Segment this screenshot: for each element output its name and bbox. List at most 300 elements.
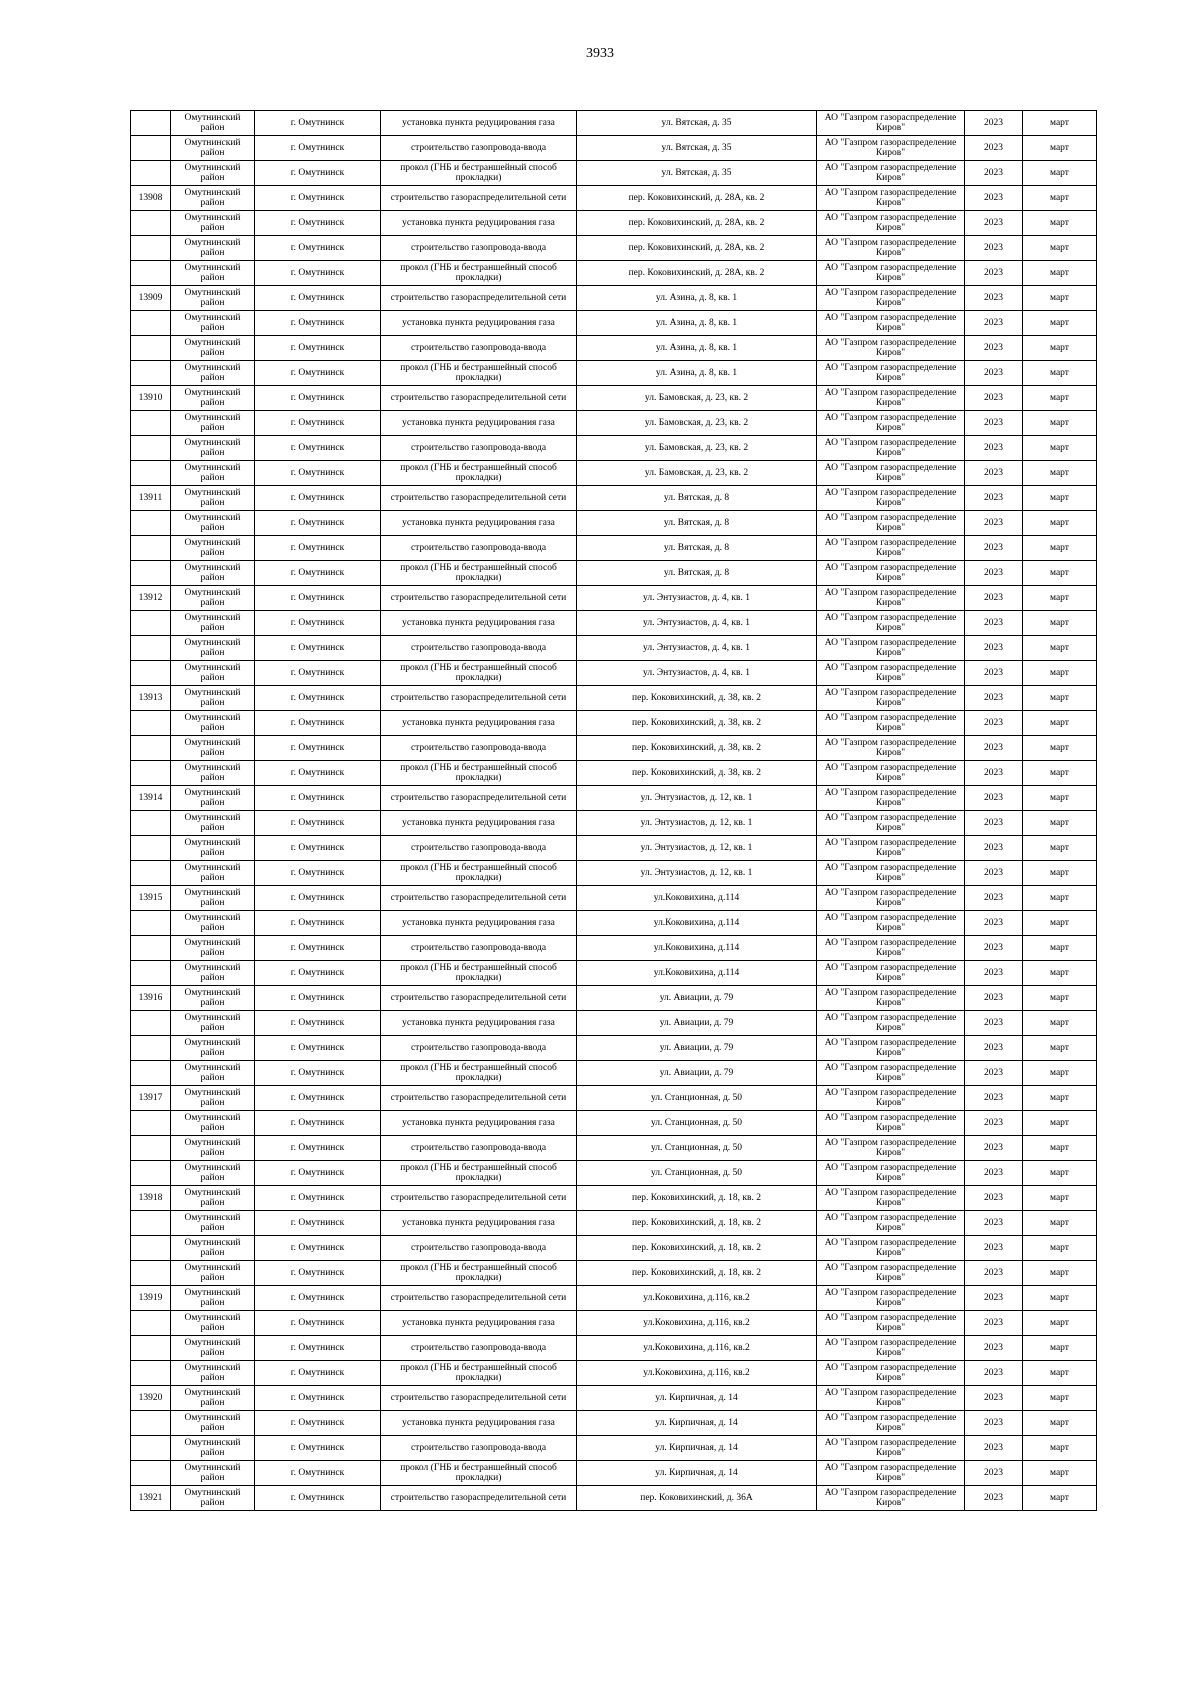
work-type-cell: строительство газораспределительной сети <box>381 686 577 711</box>
district-cell: Омутнинский район <box>171 186 255 211</box>
row-number-cell: 13919 <box>131 1286 171 1311</box>
year-cell: 2023 <box>965 611 1023 636</box>
year-cell: 2023 <box>965 136 1023 161</box>
table-row <box>131 386 1097 411</box>
address-cell: пер. Коковихинский, д. 28А, кв. 2 <box>577 211 817 236</box>
month-cell: март <box>1023 1286 1097 1311</box>
address-cell: ул. Авиации, д. 79 <box>577 1036 817 1061</box>
month-cell: март <box>1023 411 1097 436</box>
address-cell: пер. Коковихинский, д. 38, кв. 2 <box>577 736 817 761</box>
address-cell: ул.Коковихина, д.116, кв.2 <box>577 1361 817 1386</box>
address-cell: ул. Вятская, д. 8 <box>577 561 817 586</box>
address-cell: пер. Коковихинский, д. 28А, кв. 2 <box>577 261 817 286</box>
organization-cell: АО "Газпром газораспределение Киров" <box>817 886 965 911</box>
row-number-cell <box>131 836 171 861</box>
organization-cell: АО "Газпром газораспределение Киров" <box>817 1461 965 1486</box>
row-number-cell <box>131 861 171 886</box>
address-cell: ул.Коковихина, д.114 <box>577 961 817 986</box>
district-cell: Омутнинский район <box>171 1336 255 1361</box>
address-cell: ул. Кирпичная, д. 14 <box>577 1411 817 1436</box>
table-row <box>131 436 1097 461</box>
organization-cell: АО "Газпром газораспределение Киров" <box>817 1111 965 1136</box>
year-cell: 2023 <box>965 261 1023 286</box>
district-cell: Омутнинский район <box>171 1086 255 1111</box>
row-number-cell <box>131 236 171 261</box>
address-cell: ул. Станционная, д. 50 <box>577 1161 817 1186</box>
table-row <box>131 786 1097 811</box>
organization-cell: АО "Газпром газораспределение Киров" <box>817 561 965 586</box>
month-cell: март <box>1023 661 1097 686</box>
district-cell: Омутнинский район <box>171 961 255 986</box>
address-cell: ул.Коковихина, д.116, кв.2 <box>577 1286 817 1311</box>
row-number-cell <box>131 211 171 236</box>
district-cell: Омутнинский район <box>171 1486 255 1511</box>
organization-cell: АО "Газпром газораспределение Киров" <box>817 511 965 536</box>
year-cell: 2023 <box>965 986 1023 1011</box>
month-cell: март <box>1023 886 1097 911</box>
district-cell: Омутнинский район <box>171 336 255 361</box>
month-cell: март <box>1023 211 1097 236</box>
city-cell: г. Омутнинск <box>255 611 381 636</box>
work-type-cell: строительство газораспределительной сети <box>381 1286 577 1311</box>
work-type-cell: строительство газораспределительной сети <box>381 1486 577 1511</box>
district-cell: Омутнинский район <box>171 1111 255 1136</box>
district-cell: Омутнинский район <box>171 411 255 436</box>
city-cell: г. Омутнинск <box>255 311 381 336</box>
organization-cell: АО "Газпром газораспределение Киров" <box>817 411 965 436</box>
work-type-cell: установка пункта редуцирования газа <box>381 1011 577 1036</box>
address-cell: пер. Коковихинский, д. 18, кв. 2 <box>577 1211 817 1236</box>
district-cell: Омутнинский район <box>171 1361 255 1386</box>
organization-cell: АО "Газпром газораспределение Киров" <box>817 1136 965 1161</box>
district-cell: Омутнинский район <box>171 936 255 961</box>
district-cell: Омутнинский район <box>171 436 255 461</box>
city-cell: г. Омутнинск <box>255 1161 381 1186</box>
table-row <box>131 261 1097 286</box>
table-row <box>131 1361 1097 1386</box>
month-cell: март <box>1023 286 1097 311</box>
city-cell: г. Омутнинск <box>255 936 381 961</box>
address-cell: ул. Авиации, д. 79 <box>577 1011 817 1036</box>
organization-cell: АО "Газпром газораспределение Киров" <box>817 736 965 761</box>
organization-cell: АО "Газпром газораспределение Киров" <box>817 1011 965 1036</box>
city-cell: г. Омутнинск <box>255 1411 381 1436</box>
city-cell: г. Омутнинск <box>255 436 381 461</box>
city-cell: г. Омутнинск <box>255 111 381 136</box>
city-cell: г. Омутнинск <box>255 1211 381 1236</box>
year-cell: 2023 <box>965 536 1023 561</box>
district-cell: Омутнинский район <box>171 1161 255 1186</box>
year-cell: 2023 <box>965 361 1023 386</box>
organization-cell: АО "Газпром газораспределение Киров" <box>817 711 965 736</box>
table-row <box>131 836 1097 861</box>
row-number-cell <box>131 1236 171 1261</box>
table-body <box>131 111 1097 1511</box>
district-cell: Омутнинский район <box>171 1236 255 1261</box>
work-type-cell: прокол (ГНБ и бестраншейный способ прокладки) <box>381 1261 577 1286</box>
month-cell: март <box>1023 1011 1097 1036</box>
city-cell: г. Омутнинск <box>255 411 381 436</box>
address-cell: пер. Коковихинский, д. 18, кв. 2 <box>577 1261 817 1286</box>
address-cell: пер. Коковихинский, д. 38, кв. 2 <box>577 761 817 786</box>
city-cell: г. Омутнинск <box>255 136 381 161</box>
city-cell: г. Омутнинск <box>255 1036 381 1061</box>
table-row <box>131 611 1097 636</box>
month-cell: март <box>1023 1111 1097 1136</box>
city-cell: г. Омутнинск <box>255 186 381 211</box>
city-cell: г. Омутнинск <box>255 886 381 911</box>
year-cell: 2023 <box>965 1136 1023 1161</box>
address-cell: ул.Коковихина, д.116, кв.2 <box>577 1336 817 1361</box>
work-type-cell: строительство газопровода-ввода <box>381 736 577 761</box>
organization-cell: АО "Газпром газораспределение Киров" <box>817 1161 965 1186</box>
work-type-cell: прокол (ГНБ и бестраншейный способ прокладки) <box>381 1161 577 1186</box>
month-cell: март <box>1023 711 1097 736</box>
address-cell: ул. Кирпичная, д. 14 <box>577 1461 817 1486</box>
year-cell: 2023 <box>965 161 1023 186</box>
city-cell: г. Омутнинск <box>255 1061 381 1086</box>
work-type-cell: строительство газопровода-ввода <box>381 836 577 861</box>
city-cell: г. Омутнинск <box>255 286 381 311</box>
month-cell: март <box>1023 536 1097 561</box>
district-cell: Омутнинский район <box>171 1061 255 1086</box>
organization-cell: АО "Газпром газораспределение Киров" <box>817 636 965 661</box>
work-type-cell: строительство газораспределительной сети <box>381 186 577 211</box>
district-cell: Омутнинский район <box>171 861 255 886</box>
city-cell: г. Омутнинск <box>255 1461 381 1486</box>
address-cell: пер. Коковихинский, д. 38, кв. 2 <box>577 711 817 736</box>
organization-cell: АО "Газпром газораспределение Киров" <box>817 161 965 186</box>
month-cell: март <box>1023 136 1097 161</box>
district-cell: Омутнинский район <box>171 1261 255 1286</box>
district-cell: Омутнинский район <box>171 761 255 786</box>
organization-cell: АО "Газпром газораспределение Киров" <box>817 1361 965 1386</box>
organization-cell: АО "Газпром газораспределение Киров" <box>817 1286 965 1311</box>
row-number-cell <box>131 536 171 561</box>
organization-cell: АО "Газпром газораспределение Киров" <box>817 961 965 986</box>
month-cell: март <box>1023 1061 1097 1086</box>
table-row <box>131 1236 1097 1261</box>
city-cell: г. Омутнинск <box>255 1361 381 1386</box>
year-cell: 2023 <box>965 911 1023 936</box>
city-cell: г. Омутнинск <box>255 986 381 1011</box>
work-type-cell: установка пункта редуцирования газа <box>381 811 577 836</box>
work-type-cell: строительство газопровода-ввода <box>381 1036 577 1061</box>
month-cell: март <box>1023 1161 1097 1186</box>
month-cell: март <box>1023 686 1097 711</box>
month-cell: март <box>1023 336 1097 361</box>
table-row <box>131 1436 1097 1461</box>
year-cell: 2023 <box>965 1386 1023 1411</box>
work-type-cell: строительство газораспределительной сети <box>381 1086 577 1111</box>
row-number-cell: 13910 <box>131 386 171 411</box>
month-cell: март <box>1023 1411 1097 1436</box>
row-number-cell <box>131 361 171 386</box>
district-cell: Омутнинский район <box>171 661 255 686</box>
year-cell: 2023 <box>965 236 1023 261</box>
district-cell: Омутнинский район <box>171 161 255 186</box>
year-cell: 2023 <box>965 636 1023 661</box>
district-cell: Омутнинский район <box>171 361 255 386</box>
district-cell: Омутнинский район <box>171 586 255 611</box>
month-cell: март <box>1023 186 1097 211</box>
table-row <box>131 136 1097 161</box>
row-number-cell <box>131 1161 171 1186</box>
table-row <box>131 311 1097 336</box>
table-row <box>131 236 1097 261</box>
work-type-cell: строительство газопровода-ввода <box>381 336 577 361</box>
city-cell: г. Омутнинск <box>255 1111 381 1136</box>
row-number-cell <box>131 961 171 986</box>
row-number-cell <box>131 1336 171 1361</box>
month-cell: март <box>1023 936 1097 961</box>
district-cell: Омутнинский район <box>171 686 255 711</box>
organization-cell: АО "Газпром газораспределение Киров" <box>817 1436 965 1461</box>
work-type-cell: установка пункта редуцирования газа <box>381 411 577 436</box>
month-cell: март <box>1023 1461 1097 1486</box>
work-type-cell: прокол (ГНБ и бестраншейный способ прокладки) <box>381 361 577 386</box>
city-cell: г. Омутнинск <box>255 211 381 236</box>
city-cell: г. Омутнинск <box>255 561 381 586</box>
table-row <box>131 586 1097 611</box>
city-cell: г. Омутнинск <box>255 1011 381 1036</box>
address-cell: ул. Вятская, д. 35 <box>577 111 817 136</box>
organization-cell: АО "Газпром газораспределение Киров" <box>817 1061 965 1086</box>
organization-cell: АО "Газпром газораспределение Киров" <box>817 536 965 561</box>
month-cell: март <box>1023 1261 1097 1286</box>
city-cell: г. Омутнинск <box>255 636 381 661</box>
address-cell: ул. Кирпичная, д. 14 <box>577 1386 817 1411</box>
row-number-cell <box>131 111 171 136</box>
table-row <box>131 961 1097 986</box>
district-cell: Омутнинский район <box>171 786 255 811</box>
address-cell: ул. Вятская, д. 8 <box>577 536 817 561</box>
month-cell: март <box>1023 261 1097 286</box>
city-cell: г. Омутнинск <box>255 1336 381 1361</box>
district-cell: Омутнинский район <box>171 111 255 136</box>
table-row <box>131 1061 1097 1086</box>
district-cell: Омутнинский район <box>171 236 255 261</box>
district-cell: Омутнинский район <box>171 1386 255 1411</box>
work-type-cell: строительство газопровода-ввода <box>381 236 577 261</box>
work-type-cell: строительство газопровода-ввода <box>381 436 577 461</box>
gasification-table <box>130 110 1097 1511</box>
organization-cell: АО "Газпром газораспределение Киров" <box>817 211 965 236</box>
address-cell: ул. Станционная, д. 50 <box>577 1111 817 1136</box>
row-number-cell <box>131 261 171 286</box>
table-row <box>131 211 1097 236</box>
table-row <box>131 1286 1097 1311</box>
address-cell: ул. Энтузиастов, д. 12, кв. 1 <box>577 811 817 836</box>
month-cell: март <box>1023 911 1097 936</box>
work-type-cell: строительство газораспределительной сети <box>381 586 577 611</box>
work-type-cell: установка пункта редуцирования газа <box>381 1111 577 1136</box>
year-cell: 2023 <box>965 436 1023 461</box>
organization-cell: АО "Газпром газораспределение Киров" <box>817 286 965 311</box>
address-cell: ул. Вятская, д. 35 <box>577 136 817 161</box>
address-cell: ул.Коковихина, д.114 <box>577 911 817 936</box>
year-cell: 2023 <box>965 1061 1023 1086</box>
district-cell: Омутнинский район <box>171 136 255 161</box>
row-number-cell: 13909 <box>131 286 171 311</box>
month-cell: март <box>1023 811 1097 836</box>
month-cell: март <box>1023 386 1097 411</box>
month-cell: март <box>1023 236 1097 261</box>
year-cell: 2023 <box>965 486 1023 511</box>
month-cell: март <box>1023 1436 1097 1461</box>
address-cell: ул. Станционная, д. 50 <box>577 1086 817 1111</box>
table-row <box>131 861 1097 886</box>
organization-cell: АО "Газпром газораспределение Киров" <box>817 136 965 161</box>
address-cell: ул.Коковихина, д.114 <box>577 936 817 961</box>
city-cell: г. Омутнинск <box>255 361 381 386</box>
organization-cell: АО "Газпром газораспределение Киров" <box>817 911 965 936</box>
row-number-cell <box>131 136 171 161</box>
district-cell: Омутнинский район <box>171 1436 255 1461</box>
table-row <box>131 1011 1097 1036</box>
year-cell: 2023 <box>965 686 1023 711</box>
month-cell: март <box>1023 1236 1097 1261</box>
work-type-cell: прокол (ГНБ и бестраншейный способ прокладки) <box>381 1061 577 1086</box>
organization-cell: АО "Газпром газораспределение Киров" <box>817 1086 965 1111</box>
month-cell: март <box>1023 1486 1097 1511</box>
work-type-cell: строительство газораспределительной сети <box>381 786 577 811</box>
month-cell: март <box>1023 636 1097 661</box>
work-type-cell: прокол (ГНБ и бестраншейный способ прокладки) <box>381 961 577 986</box>
year-cell: 2023 <box>965 1011 1023 1036</box>
district-cell: Омутнинский район <box>171 1211 255 1236</box>
organization-cell: АО "Газпром газораспределение Киров" <box>817 1411 965 1436</box>
row-number-cell: 13912 <box>131 586 171 611</box>
month-cell: март <box>1023 461 1097 486</box>
row-number-cell <box>131 1061 171 1086</box>
year-cell: 2023 <box>965 1211 1023 1236</box>
address-cell: ул. Авиации, д. 79 <box>577 1061 817 1086</box>
work-type-cell: прокол (ГНБ и бестраншейный способ прокладки) <box>381 161 577 186</box>
organization-cell: АО "Газпром газораспределение Киров" <box>817 111 965 136</box>
table-row <box>131 1211 1097 1236</box>
year-cell: 2023 <box>965 1336 1023 1361</box>
month-cell: март <box>1023 1136 1097 1161</box>
district-cell: Омутнинский район <box>171 286 255 311</box>
work-type-cell: установка пункта редуцирования газа <box>381 711 577 736</box>
district-cell: Омутнинский район <box>171 311 255 336</box>
address-cell: ул. Энтузиастов, д. 4, кв. 1 <box>577 586 817 611</box>
address-cell: пер. Коковихинский, д. 18, кв. 2 <box>577 1186 817 1211</box>
year-cell: 2023 <box>965 1411 1023 1436</box>
city-cell: г. Омутнинск <box>255 236 381 261</box>
city-cell: г. Омутнинск <box>255 261 381 286</box>
work-type-cell: прокол (ГНБ и бестраншейный способ прокладки) <box>381 861 577 886</box>
organization-cell: АО "Газпром газораспределение Киров" <box>817 836 965 861</box>
table-row <box>131 811 1097 836</box>
organization-cell: АО "Газпром газораспределение Киров" <box>817 661 965 686</box>
table-row <box>131 986 1097 1011</box>
district-cell: Омутнинский район <box>171 611 255 636</box>
organization-cell: АО "Газпром газораспределение Киров" <box>817 1336 965 1361</box>
district-cell: Омутнинский район <box>171 536 255 561</box>
month-cell: март <box>1023 1311 1097 1336</box>
year-cell: 2023 <box>965 211 1023 236</box>
district-cell: Омутнинский район <box>171 811 255 836</box>
year-cell: 2023 <box>965 1486 1023 1511</box>
district-cell: Омутнинский район <box>171 986 255 1011</box>
table-row <box>131 1486 1097 1511</box>
organization-cell: АО "Газпром газораспределение Киров" <box>817 586 965 611</box>
row-number-cell <box>131 761 171 786</box>
organization-cell: АО "Газпром газораспределение Киров" <box>817 461 965 486</box>
district-cell: Омутнинский район <box>171 1036 255 1061</box>
month-cell: март <box>1023 786 1097 811</box>
organization-cell: АО "Газпром газораспределение Киров" <box>817 1311 965 1336</box>
district-cell: Омутнинский район <box>171 1411 255 1436</box>
year-cell: 2023 <box>965 1436 1023 1461</box>
address-cell: ул. Вятская, д. 8 <box>577 511 817 536</box>
row-number-cell: 13918 <box>131 1186 171 1211</box>
district-cell: Омутнинский район <box>171 1311 255 1336</box>
row-number-cell <box>131 611 171 636</box>
month-cell: март <box>1023 161 1097 186</box>
row-number-cell <box>131 1036 171 1061</box>
table-row <box>131 161 1097 186</box>
work-type-cell: установка пункта редуцирования газа <box>381 1411 577 1436</box>
month-cell: март <box>1023 1086 1097 1111</box>
month-cell: март <box>1023 1036 1097 1061</box>
organization-cell: АО "Газпром газораспределение Киров" <box>817 261 965 286</box>
row-number-cell <box>131 936 171 961</box>
city-cell: г. Омутнинск <box>255 661 381 686</box>
work-type-cell: строительство газопровода-ввода <box>381 136 577 161</box>
table-row <box>131 511 1097 536</box>
table-row <box>131 411 1097 436</box>
table-row <box>131 1311 1097 1336</box>
year-cell: 2023 <box>965 786 1023 811</box>
work-type-cell: прокол (ГНБ и бестраншейный способ прокладки) <box>381 561 577 586</box>
city-cell: г. Омутнинск <box>255 536 381 561</box>
organization-cell: АО "Газпром газораспределение Киров" <box>817 811 965 836</box>
month-cell: март <box>1023 111 1097 136</box>
city-cell: г. Омутнинск <box>255 1086 381 1111</box>
row-number-cell <box>131 336 171 361</box>
address-cell: ул.Коковихина, д.116, кв.2 <box>577 1311 817 1336</box>
table-row <box>131 1036 1097 1061</box>
year-cell: 2023 <box>965 1036 1023 1061</box>
work-type-cell: прокол (ГНБ и бестраншейный способ прокладки) <box>381 1361 577 1386</box>
address-cell: пер. Коковихинский, д. 28А, кв. 2 <box>577 236 817 261</box>
row-number-cell: 13917 <box>131 1086 171 1111</box>
table-row <box>131 1411 1097 1436</box>
work-type-cell: строительство газораспределительной сети <box>381 286 577 311</box>
row-number-cell: 13908 <box>131 186 171 211</box>
table-row <box>131 1336 1097 1361</box>
row-number-cell <box>131 1461 171 1486</box>
year-cell: 2023 <box>965 1286 1023 1311</box>
district-cell: Омутнинский район <box>171 261 255 286</box>
address-cell: ул. Вятская, д. 35 <box>577 161 817 186</box>
row-number-cell <box>131 661 171 686</box>
table-row <box>131 661 1097 686</box>
city-cell: г. Омутнинск <box>255 811 381 836</box>
month-cell: март <box>1023 861 1097 886</box>
row-number-cell <box>131 1311 171 1336</box>
work-type-cell: строительство газораспределительной сети <box>381 386 577 411</box>
address-cell: ул. Энтузиастов, д. 4, кв. 1 <box>577 661 817 686</box>
row-number-cell <box>131 461 171 486</box>
year-cell: 2023 <box>965 311 1023 336</box>
row-number-cell <box>131 636 171 661</box>
month-cell: март <box>1023 836 1097 861</box>
district-cell: Омутнинский район <box>171 736 255 761</box>
